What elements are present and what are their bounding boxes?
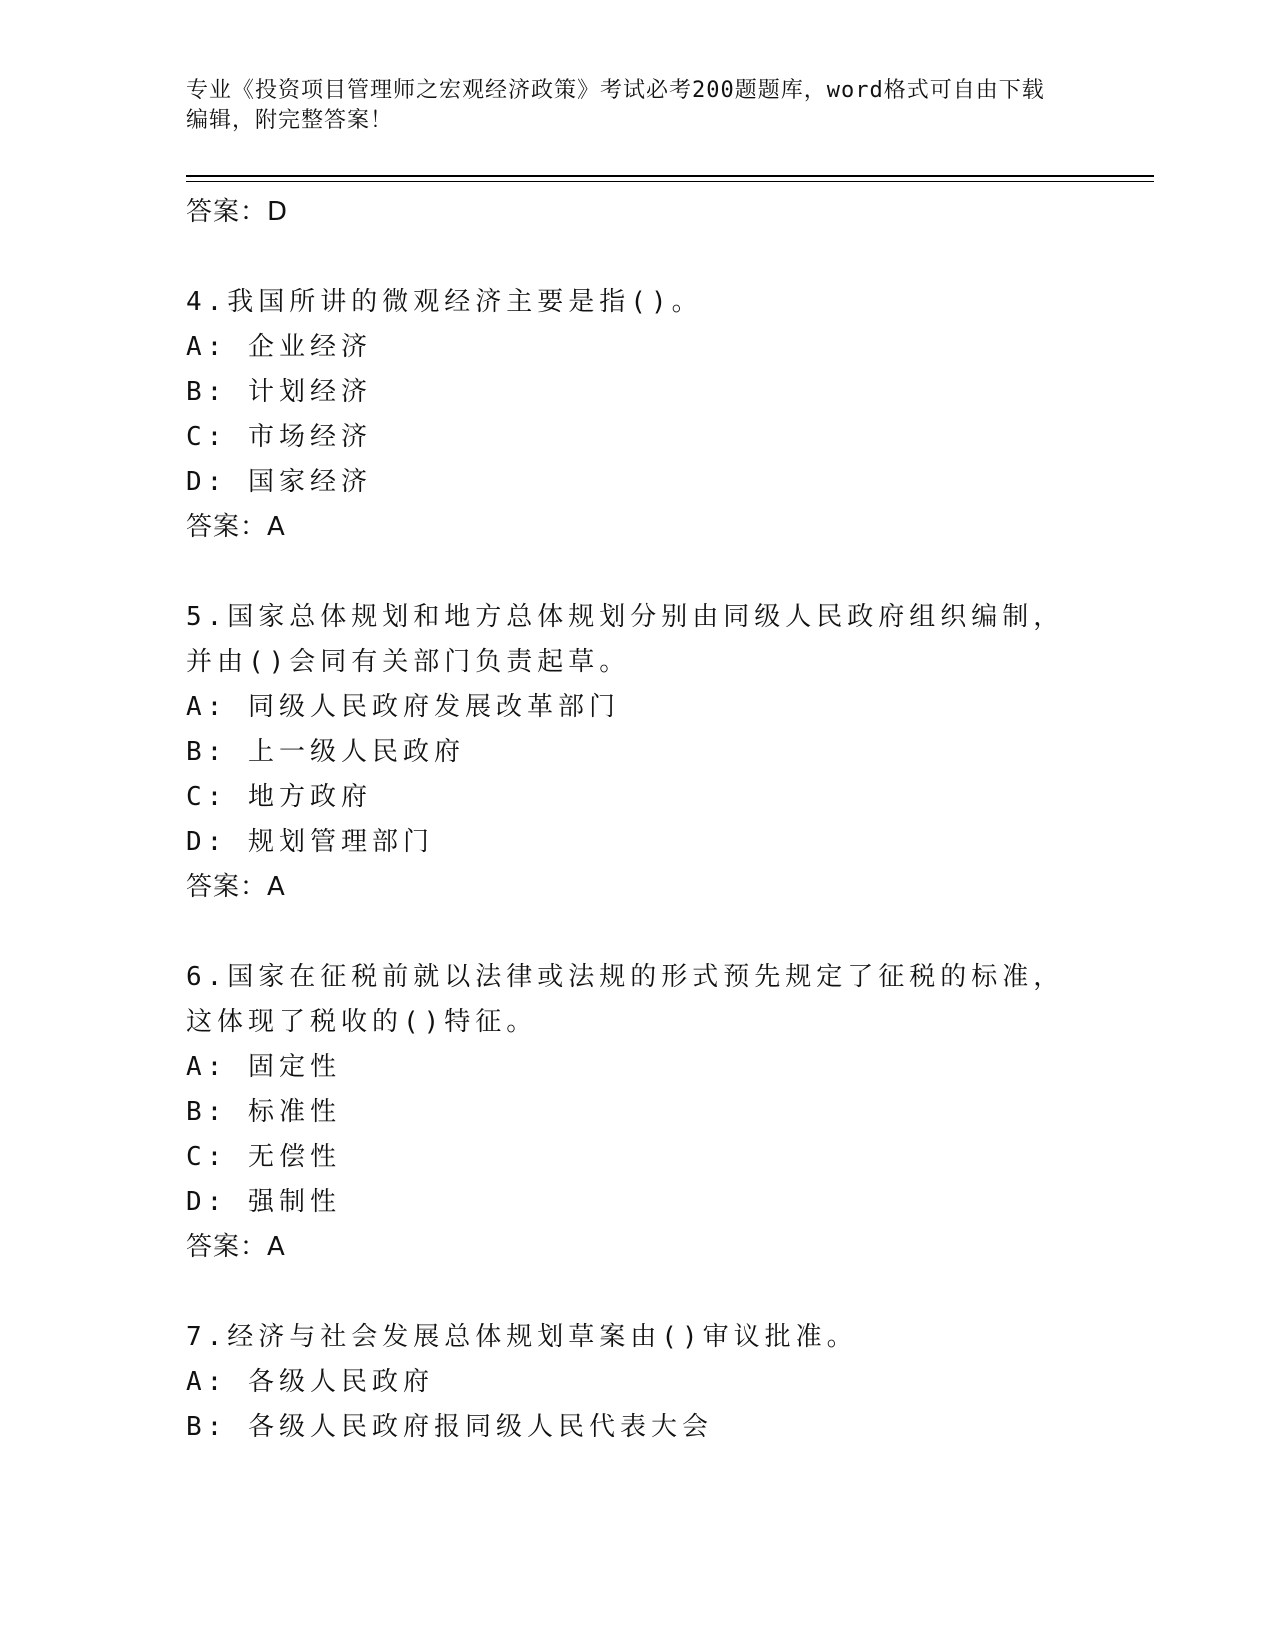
question-list: [186, 190, 1086, 1450]
option-c: C: 无偿性: [186, 1142, 341, 1172]
header-rule-thin: [186, 181, 1154, 182]
header-rule-thick: [186, 175, 1154, 177]
spacer: [186, 1269, 1086, 1315]
option-c: C: 地方政府: [186, 782, 372, 812]
question-block: [186, 1315, 1086, 1450]
question-stem: 5.国家总体规划和地方总体规划分别由同级人民政府组织编制，并由()会同有关部门负责起草。: [186, 602, 1065, 677]
option-c: C: 市场经济: [186, 422, 372, 452]
answer-label: 答案：D: [186, 197, 289, 227]
option-b: B: 各级人民政府报同级人民代表大会: [186, 1412, 713, 1442]
question-block: [186, 595, 1086, 909]
answer-label: 答案：A: [186, 1232, 286, 1262]
option-a: A: 各级人民政府: [186, 1367, 434, 1397]
option-b: B: 上一级人民政府: [186, 737, 465, 767]
option-d: D: 规划管理部门: [186, 827, 434, 857]
option-a: A: 同级人民政府发展改革部门: [186, 692, 620, 722]
answer-label: 答案：A: [186, 512, 286, 542]
question-stem: 6.国家在征税前就以法律或法规的形式预先规定了征税的标准，这体现了税收的()特征。: [186, 962, 1065, 1037]
option-d: D: 强制性: [186, 1187, 341, 1217]
spacer: [186, 909, 1086, 955]
header-text: 专业《投资项目管理师之宏观经济政策》考试必考200题题库，word格式可自由下载编辑，附完整答案！: [186, 78, 1045, 133]
option-d: D: 国家经济: [186, 467, 372, 497]
spacer: [186, 234, 1086, 280]
question-block: [186, 280, 1086, 549]
spacer: [186, 549, 1086, 595]
option-a: A: 企业经济: [186, 332, 372, 362]
option-a: A: 固定性: [186, 1052, 341, 1082]
answer-label: 答案：A: [186, 872, 286, 902]
question-block: [186, 955, 1086, 1269]
question-stem: 7.经济与社会发展总体规划草案由()审议批准。: [186, 1322, 858, 1352]
option-b: B: 计划经济: [186, 377, 372, 407]
question-stem: 4.我国所讲的微观经济主要是指()。: [186, 287, 703, 317]
option-b: B: 标准性: [186, 1097, 341, 1127]
